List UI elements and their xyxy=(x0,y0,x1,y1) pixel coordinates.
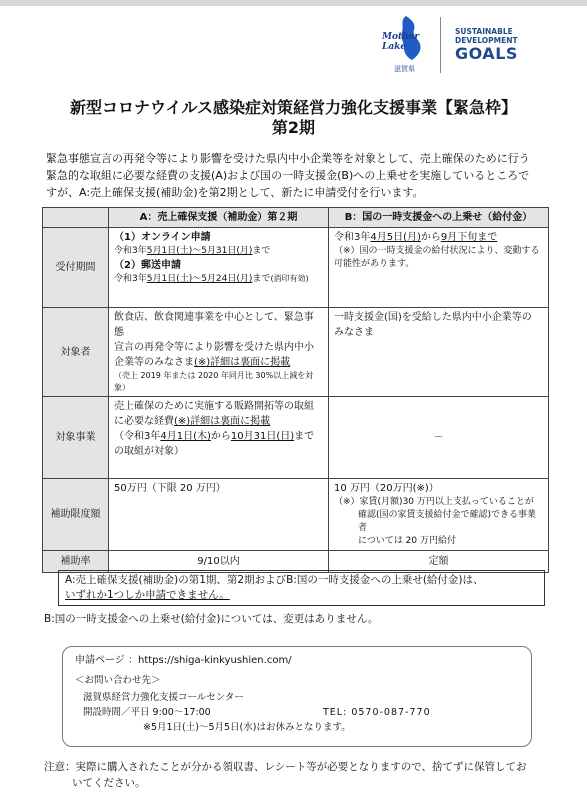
top-edge-bar xyxy=(0,0,587,6)
logo-area xyxy=(382,14,535,76)
target-a-line1: 飲食店、飲食関連事業を中心として、緊急事態 xyxy=(114,312,314,338)
rate-b-cell: 定額 xyxy=(329,551,549,573)
project-a-cell xyxy=(109,397,329,479)
mother-lake-text xyxy=(382,32,419,52)
project-a-line1: 売上確保のために実施する販路開拓等の取組 xyxy=(114,401,314,412)
b-reception-note2: 可能性があります。 xyxy=(334,259,415,269)
project-a-prefix: （令和3年 xyxy=(114,431,161,442)
support-table xyxy=(42,207,549,573)
prefecture-label: 滋賀県 xyxy=(394,65,415,73)
footnote-line2: いてください。 xyxy=(72,777,146,789)
row-label-limit: 補助限度額 xyxy=(43,479,109,551)
project-a-line2-prefix: に必要な経費 xyxy=(114,416,174,427)
header-blank xyxy=(43,208,109,228)
b-no-change-notice: B:国の一時支援金への上乗せ(給付金)については、変更はありません。 xyxy=(44,613,379,625)
mail-note: (消印有効) xyxy=(270,274,309,283)
project-a-mid: から xyxy=(210,431,231,442)
project-a-date2: 10月31日(日) xyxy=(230,431,295,442)
target-b-cell xyxy=(329,308,549,397)
intro-line: すが、A:売上確保支援(補助金)を第2期として、新たに申請受付を行います。 xyxy=(46,186,424,199)
mother-lake-logo xyxy=(382,14,434,76)
mother-lake-line2: Lake xyxy=(382,42,407,52)
rate-a-cell: 9/10以内 xyxy=(109,551,329,573)
project-a-suffix: まで xyxy=(294,431,315,442)
target-a-cell xyxy=(109,308,329,397)
title-line2: 第2期 xyxy=(271,118,316,137)
project-b-cell: － xyxy=(329,397,549,479)
sdg-line3: GOALS xyxy=(455,44,518,63)
intro-paragraph xyxy=(46,150,546,201)
holiday-notice: ※5月1日(土)～5月5日(水)はお休みとなります。 xyxy=(143,722,351,733)
b-period-prefix: 令和3年 xyxy=(334,232,371,243)
limit-a-cell: 50万円（下限 20 万円） xyxy=(109,479,329,551)
b-period-date: 4月5日(月) xyxy=(370,232,421,243)
header-col-a: A：売上確保支援（補助金）第２期 xyxy=(109,208,329,228)
target-b-line1: 一時支援金(国)を受給した県内中小企業等の xyxy=(334,312,532,323)
page-title xyxy=(0,98,587,138)
target-a-note: （売上 2019 年または 2020 年同月比 30%以上減を対象） xyxy=(114,371,314,392)
row-label-target: 対象者 xyxy=(43,308,109,397)
reception-a-cell xyxy=(109,228,329,308)
target-a-line3 xyxy=(114,355,323,370)
mother-lake-line1: Mother xyxy=(382,32,420,42)
phone-number[interactable]: TEL: 0570‐087‐770 xyxy=(323,707,431,718)
limit-b-cell xyxy=(329,479,549,551)
online-apply-label: （1）オンライン申請 xyxy=(114,232,211,243)
online-date: 5月1日(土)～5月31日(月) xyxy=(146,246,253,256)
online-suffix: まで xyxy=(252,246,271,256)
project-a-date1: 4月1日(木) xyxy=(160,431,211,442)
opening-hours: 開設時間／平日 9:00～17:00 xyxy=(83,707,211,718)
sdg-line2: DEVELOPMENT xyxy=(455,36,518,45)
limit-b-note1: （※）家賃(月額)30 万円以上支払っていることが xyxy=(334,497,534,507)
contact-box xyxy=(62,646,532,747)
notice-line1: A:売上確保支援(補助金)の第1期、第2期およびB:国の一時支援金への上乗せ(給付金)は、 xyxy=(65,574,484,586)
project-a-line2 xyxy=(114,414,323,429)
mail-suffix: まで xyxy=(252,274,271,284)
footnote-line1: 注意：実際に購入されたことが分かる領収書、レシート等が必要となりますので、捨てずに保管してお xyxy=(44,761,527,773)
sdg-line1: SUSTAINABLE xyxy=(455,27,513,36)
limit-b-amount: 10 万円（20万円(※)） xyxy=(334,483,439,494)
row-label-reception: 受付期間 xyxy=(43,228,109,308)
table-header-row xyxy=(43,208,549,228)
target-a-line2: 宣言の再発令等により影響を受けた県内中小 xyxy=(114,342,314,353)
inquiry-heading: ＜お問い合わせ先＞ xyxy=(75,675,161,686)
exclusive-application-notice xyxy=(58,570,545,606)
mail-prefix: 令和3年 xyxy=(114,274,147,284)
project-a-detail-link: (※)詳細は裏面に掲載 xyxy=(174,416,271,427)
limit-b-note2: 確認(国の家賃支援給付金で確認)できる事業者 xyxy=(358,510,537,533)
table-row-target xyxy=(43,308,549,397)
online-prefix: 令和3年 xyxy=(114,246,147,256)
mail-apply-period xyxy=(114,273,323,286)
target-a-detail-link: (※)詳細は裏面に掲載 xyxy=(194,357,291,368)
target-a-line3-prefix: 企業等のみなさま xyxy=(114,357,194,368)
mail-date: 5月1日(土)～5月24日(月) xyxy=(146,274,253,284)
b-period-end: 9月下旬まで xyxy=(440,232,498,243)
b-period-mid: から xyxy=(420,232,441,243)
table-row-reception xyxy=(43,228,549,308)
intro-line: 緊急事態宣言の再発令等により影響を受けた県内中小企業等を対象として、売上確保のために行う xyxy=(46,152,530,165)
row-label-rate: 補助率 xyxy=(43,551,109,573)
row-label-project: 対象事業 xyxy=(43,397,109,479)
intro-line: 緊急的な取組に必要な経費の支援(A)および国の一時支援金(B)への上乗せを実施しているところで xyxy=(46,169,530,182)
limit-b-note3: については 20 万円給付 xyxy=(358,536,456,546)
reception-b-cell xyxy=(329,228,549,308)
target-b-line2: みなさま xyxy=(334,327,374,338)
table-row-limit xyxy=(43,479,549,551)
notice-line2: いずれか1つしか申請できません。 xyxy=(65,589,230,601)
header-col-b: B：国の一時支援金への上乗せ（給付金） xyxy=(329,208,549,228)
mail-apply-label: （2）郵送申請 xyxy=(114,260,181,271)
title-line1: 新型コロナウイルス感染症対策経営力強化支援事業【緊急枠】 xyxy=(69,98,518,117)
sdg-logo xyxy=(455,27,535,63)
project-a-line4: の取組が対象） xyxy=(114,446,184,457)
call-center-name: 滋賀県経営力強化支援コールセンター xyxy=(83,692,244,703)
application-page-url[interactable]: 申請ページ ：https://shiga-kinkyushien.com/ xyxy=(75,655,292,666)
b-reception-period xyxy=(334,230,543,245)
b-reception-note1: （※）国の一時支援金の給付状況により、変動する xyxy=(334,246,540,256)
receipt-footnote xyxy=(44,759,554,791)
project-a-line3 xyxy=(114,429,323,444)
logo-divider xyxy=(440,17,441,73)
online-apply-period xyxy=(114,245,323,258)
table-row-project xyxy=(43,397,549,479)
